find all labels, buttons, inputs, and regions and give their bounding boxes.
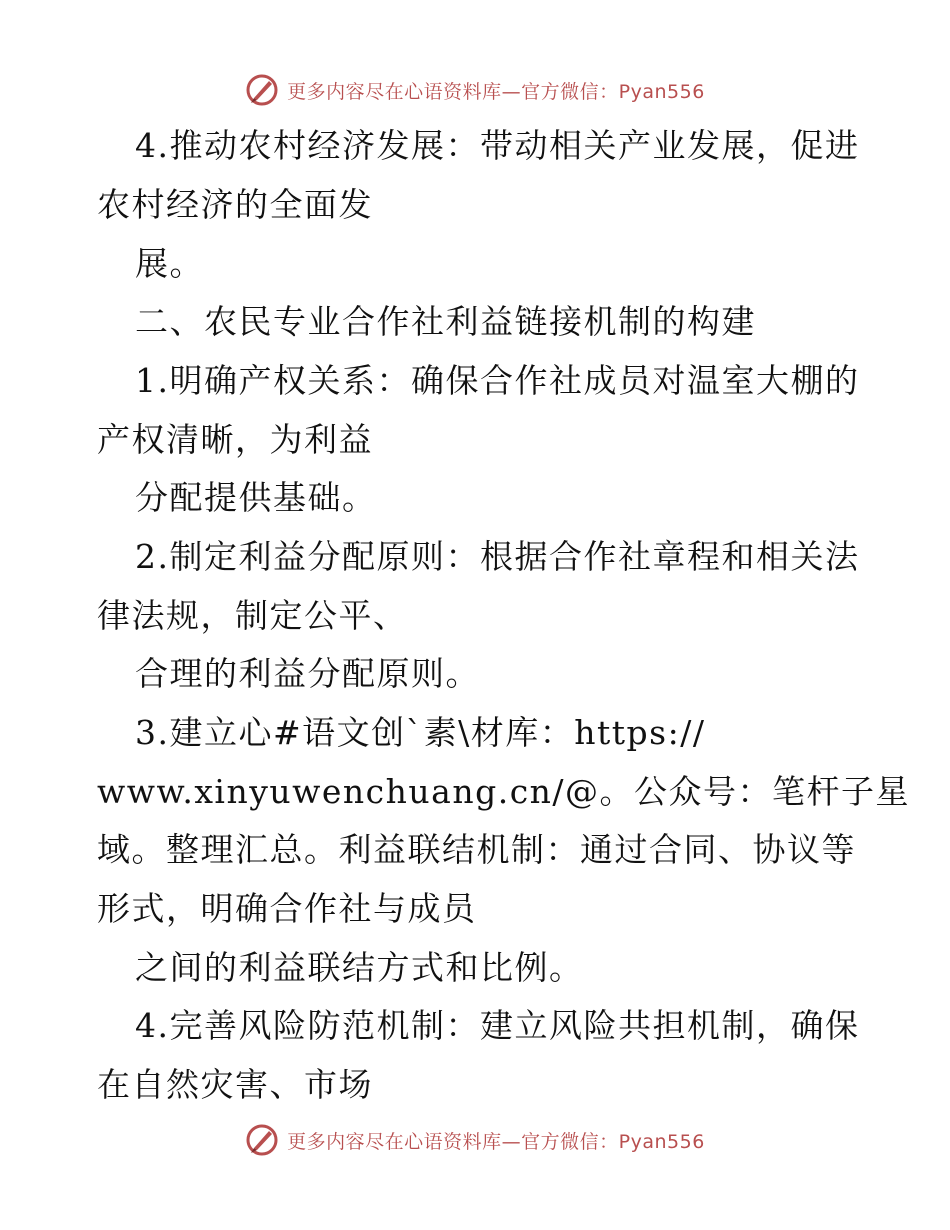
quill-pen-logo-icon: [245, 73, 279, 107]
paragraph-line: 分配提供基础。: [135, 478, 377, 517]
paragraph-line: 3.建立心#语文创`素\材库：https://: [135, 713, 706, 752]
paragraph-line: 在自然灾害、市场: [97, 1065, 373, 1104]
footer-banner-text: 更多内容尽在心语资料库—官方微信：Pyan556: [287, 1130, 705, 1153]
paragraph-line: 之间的利益联结方式和比例。: [135, 948, 584, 987]
paragraph-line: 域。整理汇总。利益联结机制：通过合同、协议等: [97, 830, 856, 869]
paragraph-line: 4.推动农村经济发展：带动相关产业发展，促进: [135, 126, 860, 165]
paragraph-line: 4.完善风险防范机制：建立风险共担机制，确保: [135, 1006, 860, 1045]
header-banner: [0, 70, 950, 110]
paragraph-line: 形式，明确合作社与成员: [97, 889, 477, 928]
section-heading: 二、农民专业合作社利益链接机制的构建: [135, 302, 756, 341]
paragraph-line: 展。: [135, 244, 204, 283]
footer-banner: [0, 1120, 950, 1160]
paragraph-line: www.xinyuwenchuang.cn/@。公众号：笔杆子星: [97, 772, 911, 811]
paragraph-line: 律法规，制定公平、: [97, 596, 408, 635]
paragraph-line: 2.制定利益分配原则：根据合作社章程和相关法: [135, 537, 860, 576]
paragraph-line: 农村经济的全面发: [97, 185, 373, 224]
paragraph-line: 合理的利益分配原则。: [135, 654, 480, 693]
paragraph-line: 1.明确产权关系：确保合作社成员对温室大棚的: [135, 361, 860, 400]
quill-pen-logo-icon: [245, 1123, 279, 1157]
paragraph-line: 产权清晰，为利益: [97, 420, 373, 459]
header-banner-text: 更多内容尽在心语资料库—官方微信：Pyan556: [287, 80, 705, 103]
